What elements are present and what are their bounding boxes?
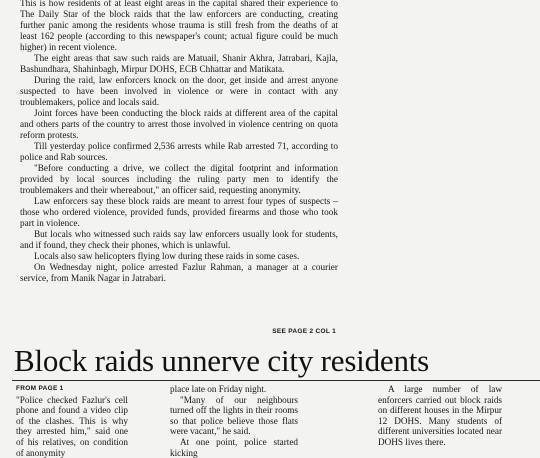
paragraph: place late on Friday night. <box>170 384 267 394</box>
divider-rule <box>12 380 540 381</box>
paragraph: Joint forces have been conducting the block raids at different area of the capital and others parts of the country to arrest those involved in violence centring on quota reform protests. <box>20 108 338 140</box>
article-column-1 <box>16 384 128 458</box>
headline: Block raids unnerve city residents <box>14 343 430 378</box>
paragraph: A large number of law enforcers carried out block raids on different houses in the Mirpur 12 DOHS. Many students of different universities located near DOHS lives there. <box>378 384 502 447</box>
paragraph: Locals also saw helicopters flying low during these raids in some cases. <box>34 251 300 261</box>
article-column-2 <box>170 384 298 458</box>
paragraph: But locals who witnessed such raids say law enforcers usually look for students, and if found, they check their phones, which is unlawful. <box>20 229 338 250</box>
article-column-3 <box>378 384 502 448</box>
paragraph: "Many of our neighbours turned off the lights in their rooms so that police believe those flats were vacant," he said. <box>170 394 298 437</box>
dateline: FROM PAGE 1 <box>16 385 64 392</box>
paragraph: During the raid, law enforcers knock on the door, get inside and arrest anyone suspected to have been involved in violence or were in contact with any troublemakers, police and locals said. <box>20 75 338 107</box>
paragraph: "Before conducting a drive, we collect the digital footprint and information provided by local sources including the ruling party men to identify the troublemakers and their whereabout," an officer said, requesting anonymity. <box>20 163 338 195</box>
paragraph: At one point, police started kicking <box>170 436 298 458</box>
paragraph: Till yesterday police confirmed 2,536 arrests while Rab arrested 71, according to police and Rab sources. <box>20 141 338 162</box>
paragraph: "Police checked Fazlur's cell phone and found a video clip of the clashes. This is why they arrested him," said one of his relatives, on condition of anonymity <box>16 394 128 458</box>
paragraph: On Wednesday night, police arrested Fazlur Rahman, a manager at a courier service, from Manik Nagar in Jatrabari. <box>20 262 338 283</box>
jump-label: SEE PAGE 2 COL 1 <box>272 328 336 335</box>
paragraph: This is how residents of at least eight areas in the capital shared their experience to The Daily Star of the block raids that the law enforcers are conducting, creating further panic among the residents whose trauma is still fresh from the deaths of at least 162 people (according to this newspaper's count; actual figure could be much higher) in recent violence. <box>20 0 338 52</box>
paragraph: Law enforcers say these block raids are meant to arrest four types of suspects – those who ordered violence, provided funds, provided firearms and those who took part in violence. <box>20 196 338 228</box>
article-continuation-text <box>20 0 338 284</box>
paragraph: The eight areas that saw such raids are Matuail, Shanir Akhra, Jatrabari, Kajla, Bashundhara, Shahinbagh, Mirpur DOHS, ECB Chhattar and Matikata. <box>20 53 338 74</box>
